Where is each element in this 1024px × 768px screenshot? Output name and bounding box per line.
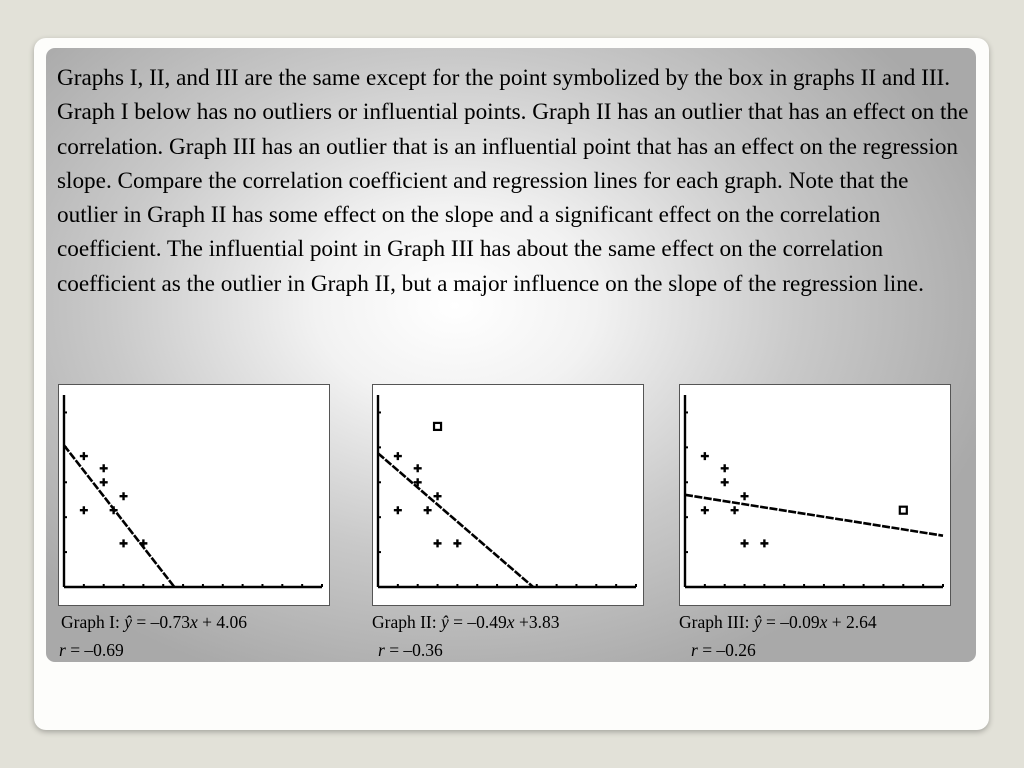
graph-2-title: Graph II [372, 612, 432, 632]
graph-2-slope: = –0.49 [453, 612, 507, 632]
data-point [424, 506, 432, 514]
description-text: Graphs I, II, and III are the same except for the point symbolized by the box in graphs II and III. Graph I below has no outliers or influential points. Graph II has an outlier that has an effect on the correlation. Graph III has an outlier that is an influential point that has an effect on the regression slope. Compare the correlation coefficient and regression lines for each graph. Note that the outlier in Graph II has some effect on the slope and a significant effect on the correlation coefficient. The influential point in Graph III has about the same effect on the correlation coefficient as the outlier in Graph II, but a major influence on the slope of the regression line. [57, 65, 969, 297]
data-point [100, 478, 108, 486]
data-point [394, 452, 402, 460]
data-point [434, 539, 442, 547]
data-point [721, 478, 729, 486]
graph-2-equation: Graph II: ŷ = –0.49x +3.83 [372, 612, 560, 632]
regression-line [64, 445, 174, 587]
graph-3-title: Graph III [679, 612, 745, 632]
graph-3-plot [680, 385, 952, 607]
data-point [414, 464, 422, 472]
data-point [120, 539, 128, 547]
data-point [139, 539, 147, 547]
graph-1-equation: Graph I: ŷ = –0.73x + 4.06 [61, 612, 247, 632]
graph-3-slope: = –0.09 [766, 612, 820, 632]
data-point [100, 464, 108, 472]
regression-line [378, 453, 533, 587]
graph-1-r-value: = –0.69 [65, 640, 124, 660]
graph-1-slope: = –0.73 [136, 612, 190, 632]
data-point [434, 492, 442, 500]
graph-2-r-label: r [378, 640, 385, 660]
data-point [120, 492, 128, 500]
graph-3-intercept: + 2.64 [827, 612, 877, 632]
graph-1-title: Graph I [61, 612, 115, 632]
data-point [394, 506, 402, 514]
data-point [741, 492, 749, 500]
graph-2-correlation [378, 640, 443, 661]
graph-3-r-value: = –0.26 [697, 640, 756, 660]
outlier-point [900, 507, 907, 514]
graph-1 [58, 384, 330, 606]
data-point [80, 452, 88, 460]
graph-3-correlation [691, 640, 756, 661]
data-point [701, 506, 709, 514]
data-point [453, 539, 461, 547]
graph-3 [679, 384, 951, 606]
graph-3-equation: Graph III: ŷ = –0.09x + 2.64 [679, 612, 877, 632]
data-point [760, 539, 768, 547]
graph-2-plot [373, 385, 645, 607]
graph-1-r-label: r [59, 640, 66, 660]
graph-1-plot [59, 385, 331, 607]
graph-2-r-value: = –0.36 [384, 640, 443, 660]
graph-1-correlation [59, 640, 124, 661]
data-point [741, 539, 749, 547]
graph-2 [372, 384, 644, 606]
graph-1-intercept: + 4.06 [197, 612, 247, 632]
data-point [721, 464, 729, 472]
regression-line [685, 495, 943, 536]
graph-2-intercept: +3.83 [514, 612, 560, 632]
graph-3-r-label: r [691, 640, 698, 660]
outlier-point [434, 423, 441, 430]
data-point [731, 506, 739, 514]
data-point [80, 506, 88, 514]
data-point [701, 452, 709, 460]
